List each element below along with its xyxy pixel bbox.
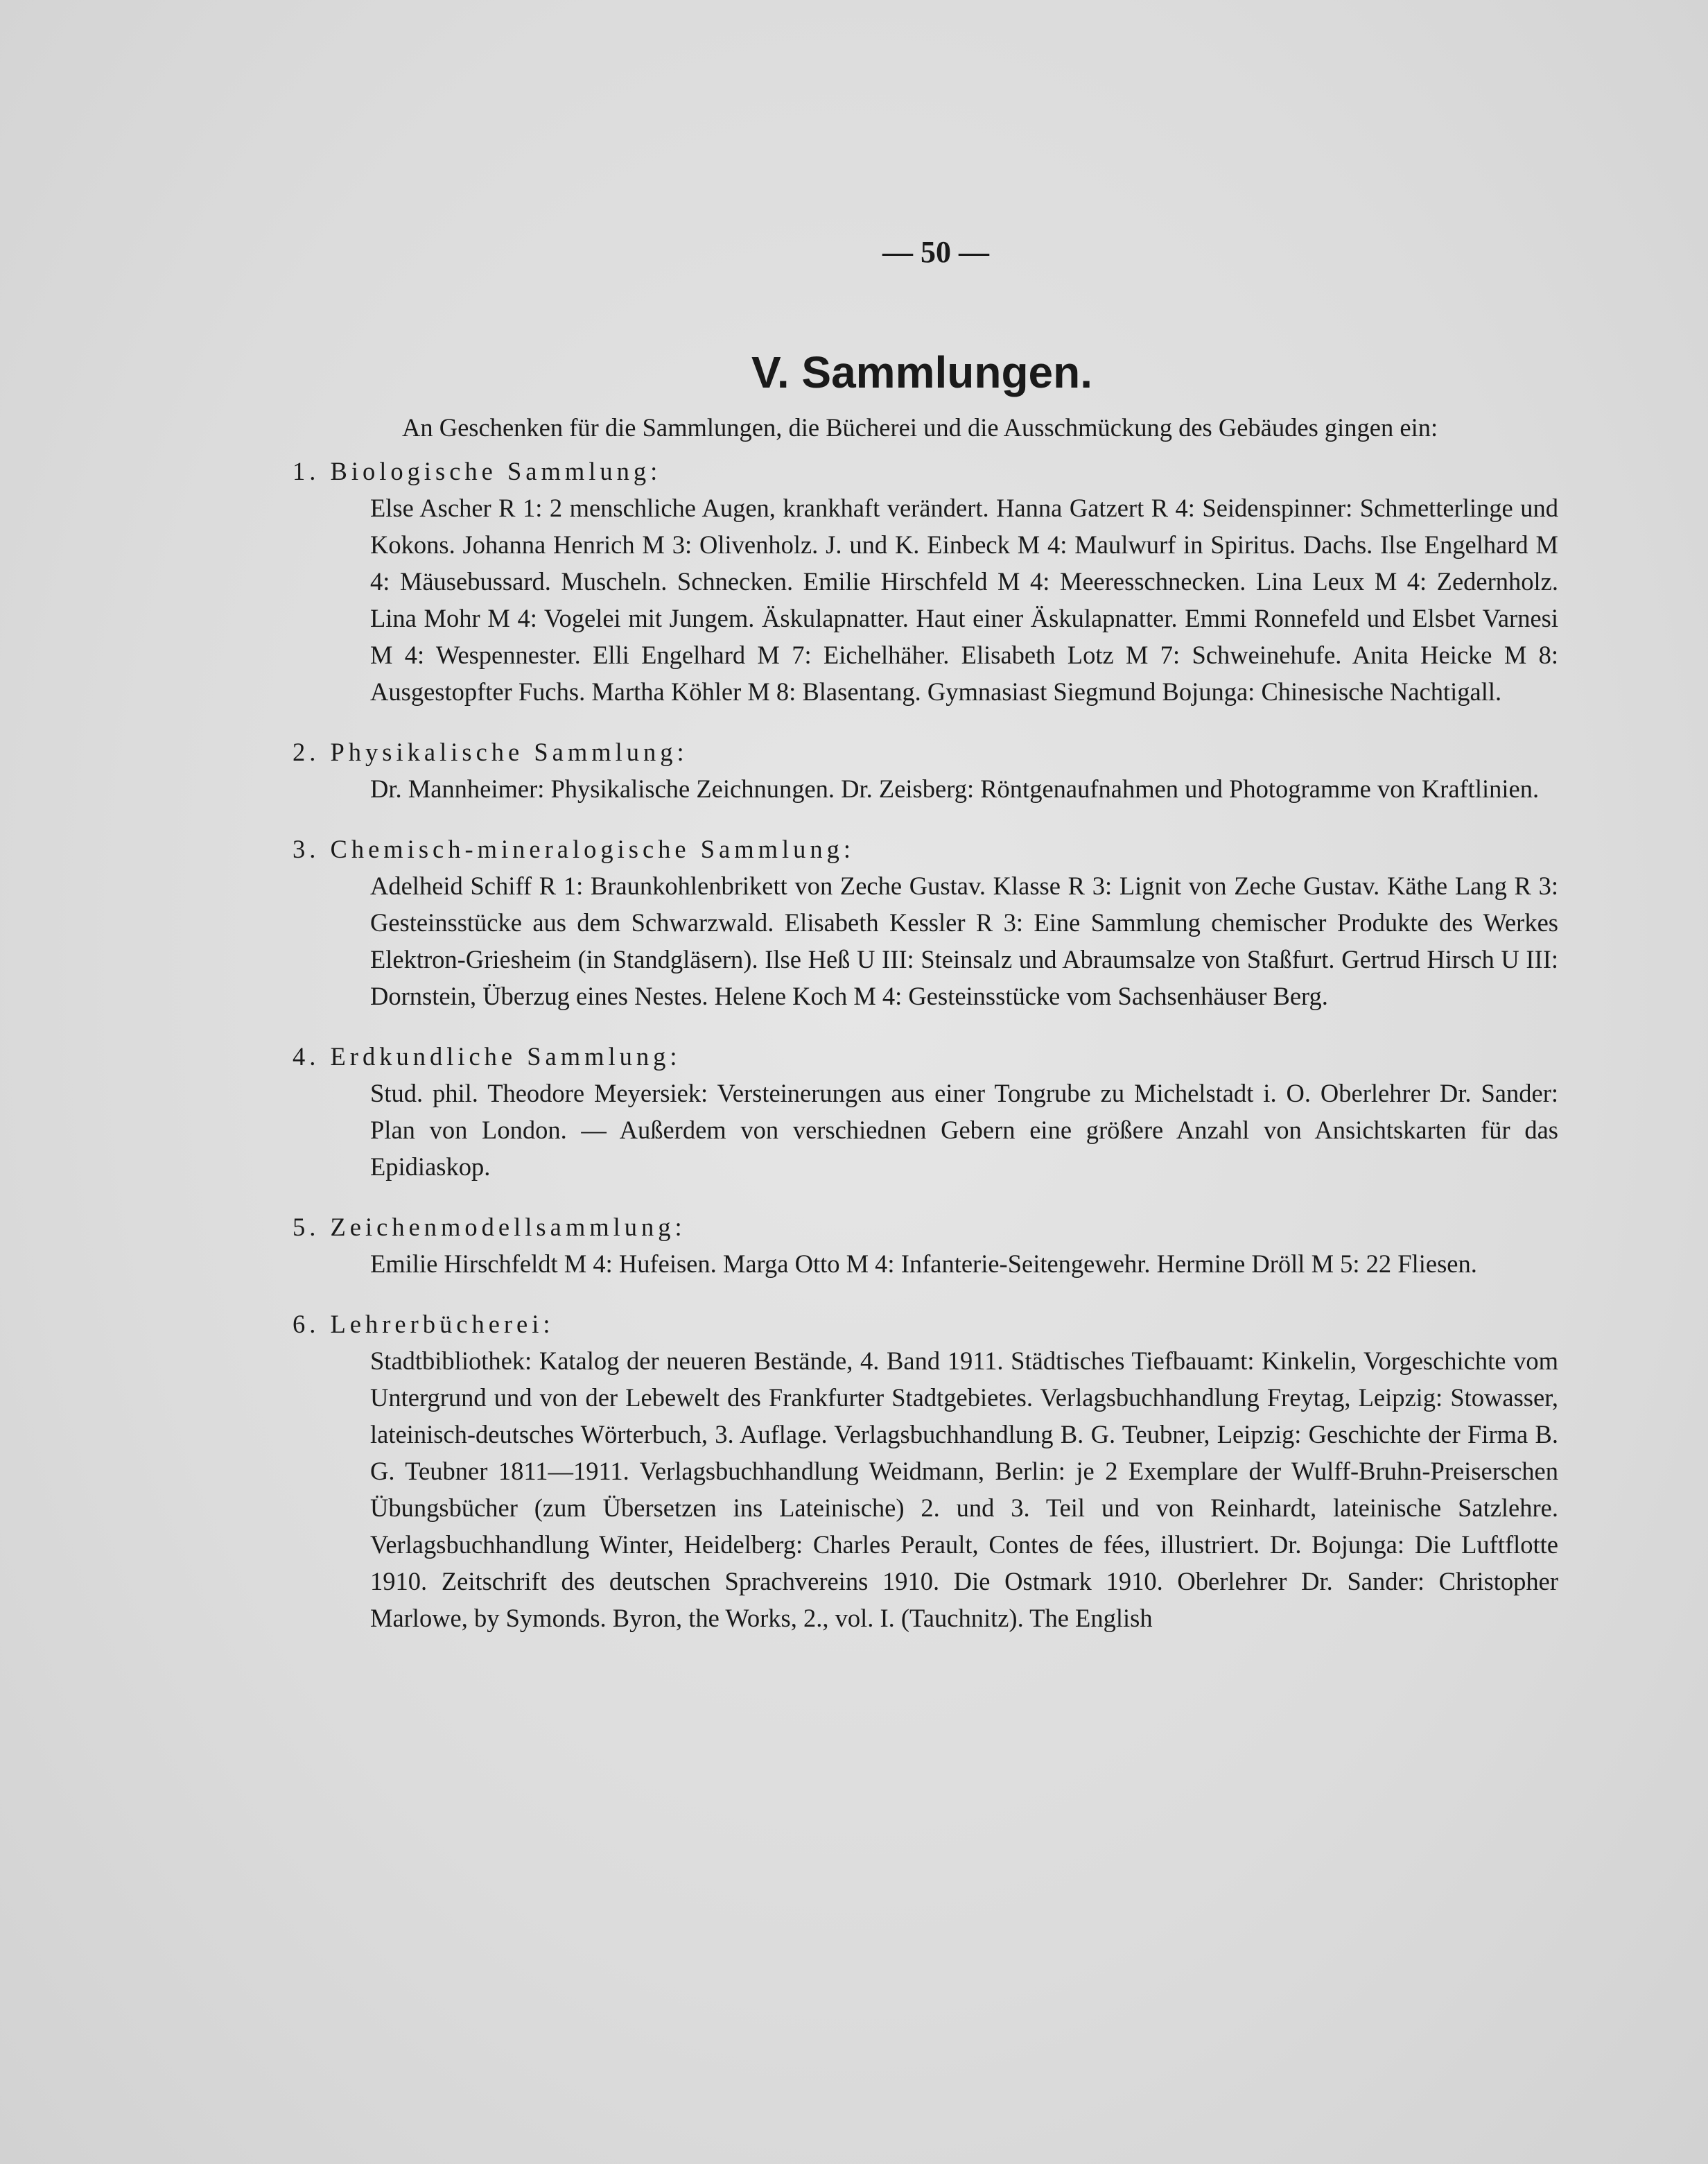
section-text: Adelheid Schiff R 1: Braunkohlenbrikett von Zeche Gustav. Klasse R 3: Lignit von Zeche Gustav. Käthe Lang R 3: Gesteinsstücke aus dem Schwarzwald. Elisabeth Kessler R 3: Eine Sammlung chemischer Produkte des Werkes Elektron-Griesheim (in Standgläsern). Ilse Heß U III: Steinsalz und Abraumsalze von Staßfurt. Gertrud Hirsch U III: Dornstein, Überzug eines Nestes. Helene Koch M 4: Gesteinsstücke vom Sachsenhäuser Berg. <box>370 872 1558 1010</box>
section-heading: 5. Zeichenmodellsammlung: <box>293 1213 686 1241</box>
section-chemisch-mineralogische-sammlung <box>290 831 1558 1014</box>
section-erdkundliche-sammlung <box>290 1038 1558 1185</box>
section-title: V. Sammlungen. <box>751 347 1092 397</box>
section-heading: 4. Erdkundliche Sammlung: <box>293 1042 681 1071</box>
section-spacer <box>290 710 1558 727</box>
section-text: Else Ascher R 1: 2 menschliche Augen, krankhaft verändert. Hanna Gatzert R 4: Seidenspinner: Schmetterlinge und Kokons. Johanna Henrich M 3: Olivenholz. J. und K. Einbeck M 4: Maulwurf in Spiritus. Dachs. Ilse Engelhard M 4: Mäusebussard. Muscheln. Schnecken. Emilie Hirschfeld M 4: Meeresschnecken. Lina Leux M 4: Zedernholz. Lina Mohr M 4: Vogelei mit Jungem. Äskulapnatter. Haut einer Äskulapnatter. Emmi Ronnefeld und Elsbet Varnesi M 4: Wespennester. Elli Engelhard M 7: Eichelhäher. Elisabeth Lotz M 7: Schweinehufe. Anita Heicke M 8: Ausgestopfter Fuchs. Martha Köhler M 8: Blasentang. Gymnasiast Siegmund Bojunga: Chinesische Nachtigall. <box>370 494 1558 706</box>
section-heading: 3. Chemisch-mineralogische Sammlung: <box>293 835 855 863</box>
section-text: Stadtbibliothek: Katalog der neueren Bestände, 4. Band 1911. Städtisches Tiefbauamt: Kinkelin, Vorgeschichte vom Untergrund und von der Lebewelt des Frankfurter Stadtgebietes. Verlagsbuchhandlung Freytag, Leipzig: Stowasser, lateinisch-deutsches Wörterbuch, 3. Auflage. Verlagsbuchhandlung B. G. Teubner, Leipzig: Geschichte der Firma B. G. Teubner 1811—1911. Verlagsbuchhandlung Weidmann, Berlin: je 2 Exemplare der Wulff-Bruhn-Preiserschen Übungsbücher (zum Übersetzen ins Lateinische) 2. und 3. Teil und von Reinhardt, lateinische Satzlehre. Verlagsbuchhandlung Winter, Heidelberg: Charles Perault, Contes de fées, illustriert. Dr. Bojunga: Die Luftflotte 1910. Zeitschrift des deutschen Sprachvereins 1910. Die Ostmark 1910. Oberlehrer Dr. Sander: Christopher Marlowe, by Symonds. Byron, the Works, 2., vol. I. (Tauchnitz). The English <box>370 1347 1558 1632</box>
section-spacer <box>290 1185 1558 1202</box>
section-spacer <box>290 1282 1558 1299</box>
section-spacer <box>290 807 1558 824</box>
section-heading: 6. Lehrerbücherei: <box>293 1310 555 1338</box>
section-zeichenmodellsammlung <box>290 1209 1558 1282</box>
section-heading: 2. Physikalische Sammlung: <box>293 738 688 766</box>
page-number: — 50 — <box>882 235 989 269</box>
section-lehrerbuecherei <box>290 1306 1558 1636</box>
section-text: Stud. phil. Theodore Meyersiek: Versteinerungen aus einer Tongrube zu Michelstadt i. O. Oberlehrer Dr. Sander: Plan von London. — Außerdem von verschiednen Gebern eine größere Anzahl von Ansichtskarten für das Epidiaskop. <box>370 1079 1558 1181</box>
section-spacer <box>290 1014 1558 1031</box>
section-physikalische-sammlung <box>290 734 1558 807</box>
section-heading: 1. Biologische Sammlung: <box>293 457 662 485</box>
section-biologische-sammlung <box>290 453 1558 710</box>
intro-paragraph: An Geschenken für die Sammlungen, die Bücherei und die Ausschmückung des Gebäudes gingen ein: <box>402 413 1438 442</box>
page-body <box>290 409 1558 1636</box>
section-text: Emilie Hirschfeldt M 4: Hufeisen. Marga Otto M 4: Infanterie-Seitengewehr. Hermine Dröll M 5: 22 Fliesen. <box>370 1249 1477 1278</box>
section-text: Dr. Mannheimer: Physikalische Zeichnungen. Dr. Zeisberg: Röntgenaufnahmen und Photogramme von Kraftlinien. <box>370 774 1540 803</box>
